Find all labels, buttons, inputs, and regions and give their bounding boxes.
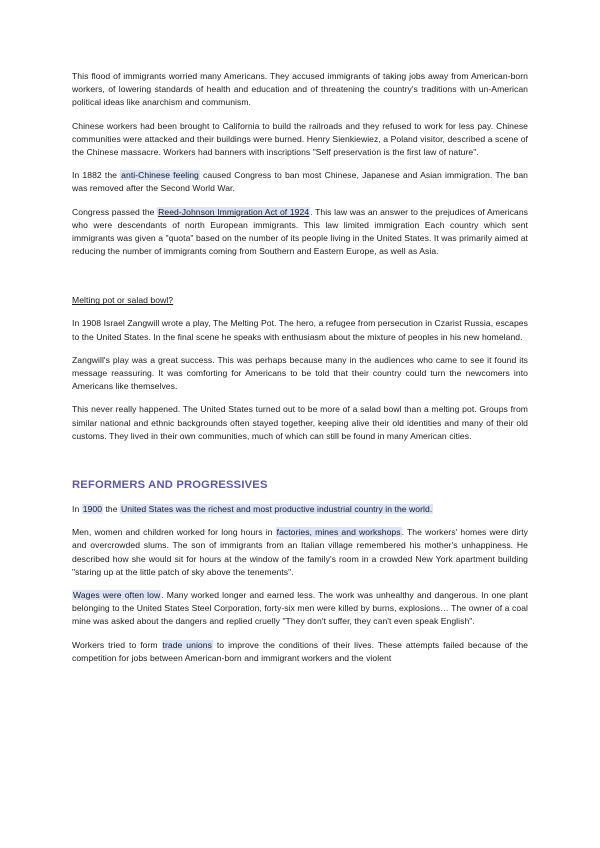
paragraph-immigrants-worry: This flood of immigrants worried many Americans. They accused immigrants of taking jobs away from American-born workers, of lowering standards of health and education and of threatening the country's traditions with un-American political ideas like anarchism and communism. [72, 71, 528, 108]
section-heading: REFORMERS AND PROGRESSIVES [72, 479, 268, 492]
text-run: In [72, 504, 82, 515]
text-run: . Many worked longer and earned less. The work was unhealthy and dangerous. In one plant belonging to the United States Steel Corporation, forty-six men were killed by burns, explosions… The owner of a coal mine was asked about the dangers and replied cruelly "They don't suffer, they can't even speak English". [72, 590, 528, 627]
text-run: Men, women and children worked for long hours in [72, 527, 276, 538]
subheading-melting-pot: Melting pot or salad bowl? [72, 295, 174, 306]
paragraph-salad-bowl: This never really happened. The United States turned out to be more of a salad bowl than a melting pot. Groups from similar national and ethnic backgrounds often stayed together, keeping alive their old identities and many of their old customs. They lived in their own communities, much of which can still be found in many American cities. [72, 404, 528, 441]
highlight-1900: 1900 [82, 504, 103, 515]
paragraph-chinese-workers: Chinese workers had been brought to California to build the railroads and they refused to work for less pay. Chinese communities were attacked and their buildings were burned. Henry Sienkiewiez, a Poland visitor, described a scene of the Chinese massacre. Workers had banners with inscriptions "Self preservation is the first law of nature". [72, 120, 528, 158]
highlight-reed-johnson-act: Reed-Johnson Immigration Act of 1924 [158, 206, 310, 217]
highlight-trade-unions: trade unions [162, 639, 212, 650]
text-run: Workers tried to form [72, 639, 162, 650]
text-run: . The workers' homes were dirty and overcrowded slums. The son of immigrants from an Italian village remembered his mother's unhappiness. He described how she would sit for hours at the window of the family's room in a crowded New York apartment building "staring up at the little patch of sky above the tenements". [72, 527, 528, 577]
paragraph-reed-johnson-act [72, 206, 528, 259]
text-run: . This law was an answer to the prejudices of Americans who were descendants of north European immigrants. This law limited immigration Each country which sent immigrants was given a "quota" based on the number of its people living in the United States. It was primarily aimed at reducing the number of immigrants coming from Southern and Eastern Europe, as well as Asia. [72, 206, 529, 257]
highlight-richest-country: United States was the richest and most productive industrial country in the world. [121, 504, 433, 515]
paragraph-1882-ban [72, 169, 528, 195]
paragraph-play-success: Zangwill's play was a great success. This was perhaps because many in the audiences who came to see it found its message reassuring. It was comforting for Americans to be told that their country could turn the newcomers into Americans like themselves. [72, 354, 528, 392]
text-run: Congress passed the [72, 206, 158, 217]
paragraph-trade-unions [72, 639, 528, 665]
paragraph-wages [72, 589, 528, 629]
paragraph-working-conditions [72, 526, 528, 579]
text-run: caused Congress to ban most Chinese, Japanese and Asian immigration. The ban was removed after the Second World War. [72, 170, 528, 194]
paragraph-zangwill-play: In 1908 Israel Zangwill wrote a play, The Melting Pot. The hero, a refugee from persecution in Czarist Russia, escapes to the United States. In the final scene he speaks with enthusiasm about the mixture of peoples in his new homeland. [72, 318, 528, 342]
highlight-anti-chinese-feeling: anti-Chinese feeling [121, 170, 199, 181]
text-run: In 1882 the [72, 170, 121, 181]
text-run: to improve the conditions of their lives. These attempts failed because of the competition for jobs between American-born and immigrant workers and the violent [72, 639, 528, 663]
text-run: the [103, 504, 121, 515]
document-page [72, 70, 528, 675]
highlight-factories: factories, mines and workshops [276, 527, 401, 538]
paragraph-1900 [72, 503, 528, 516]
highlight-wages-low: Wages were often low [73, 590, 161, 601]
